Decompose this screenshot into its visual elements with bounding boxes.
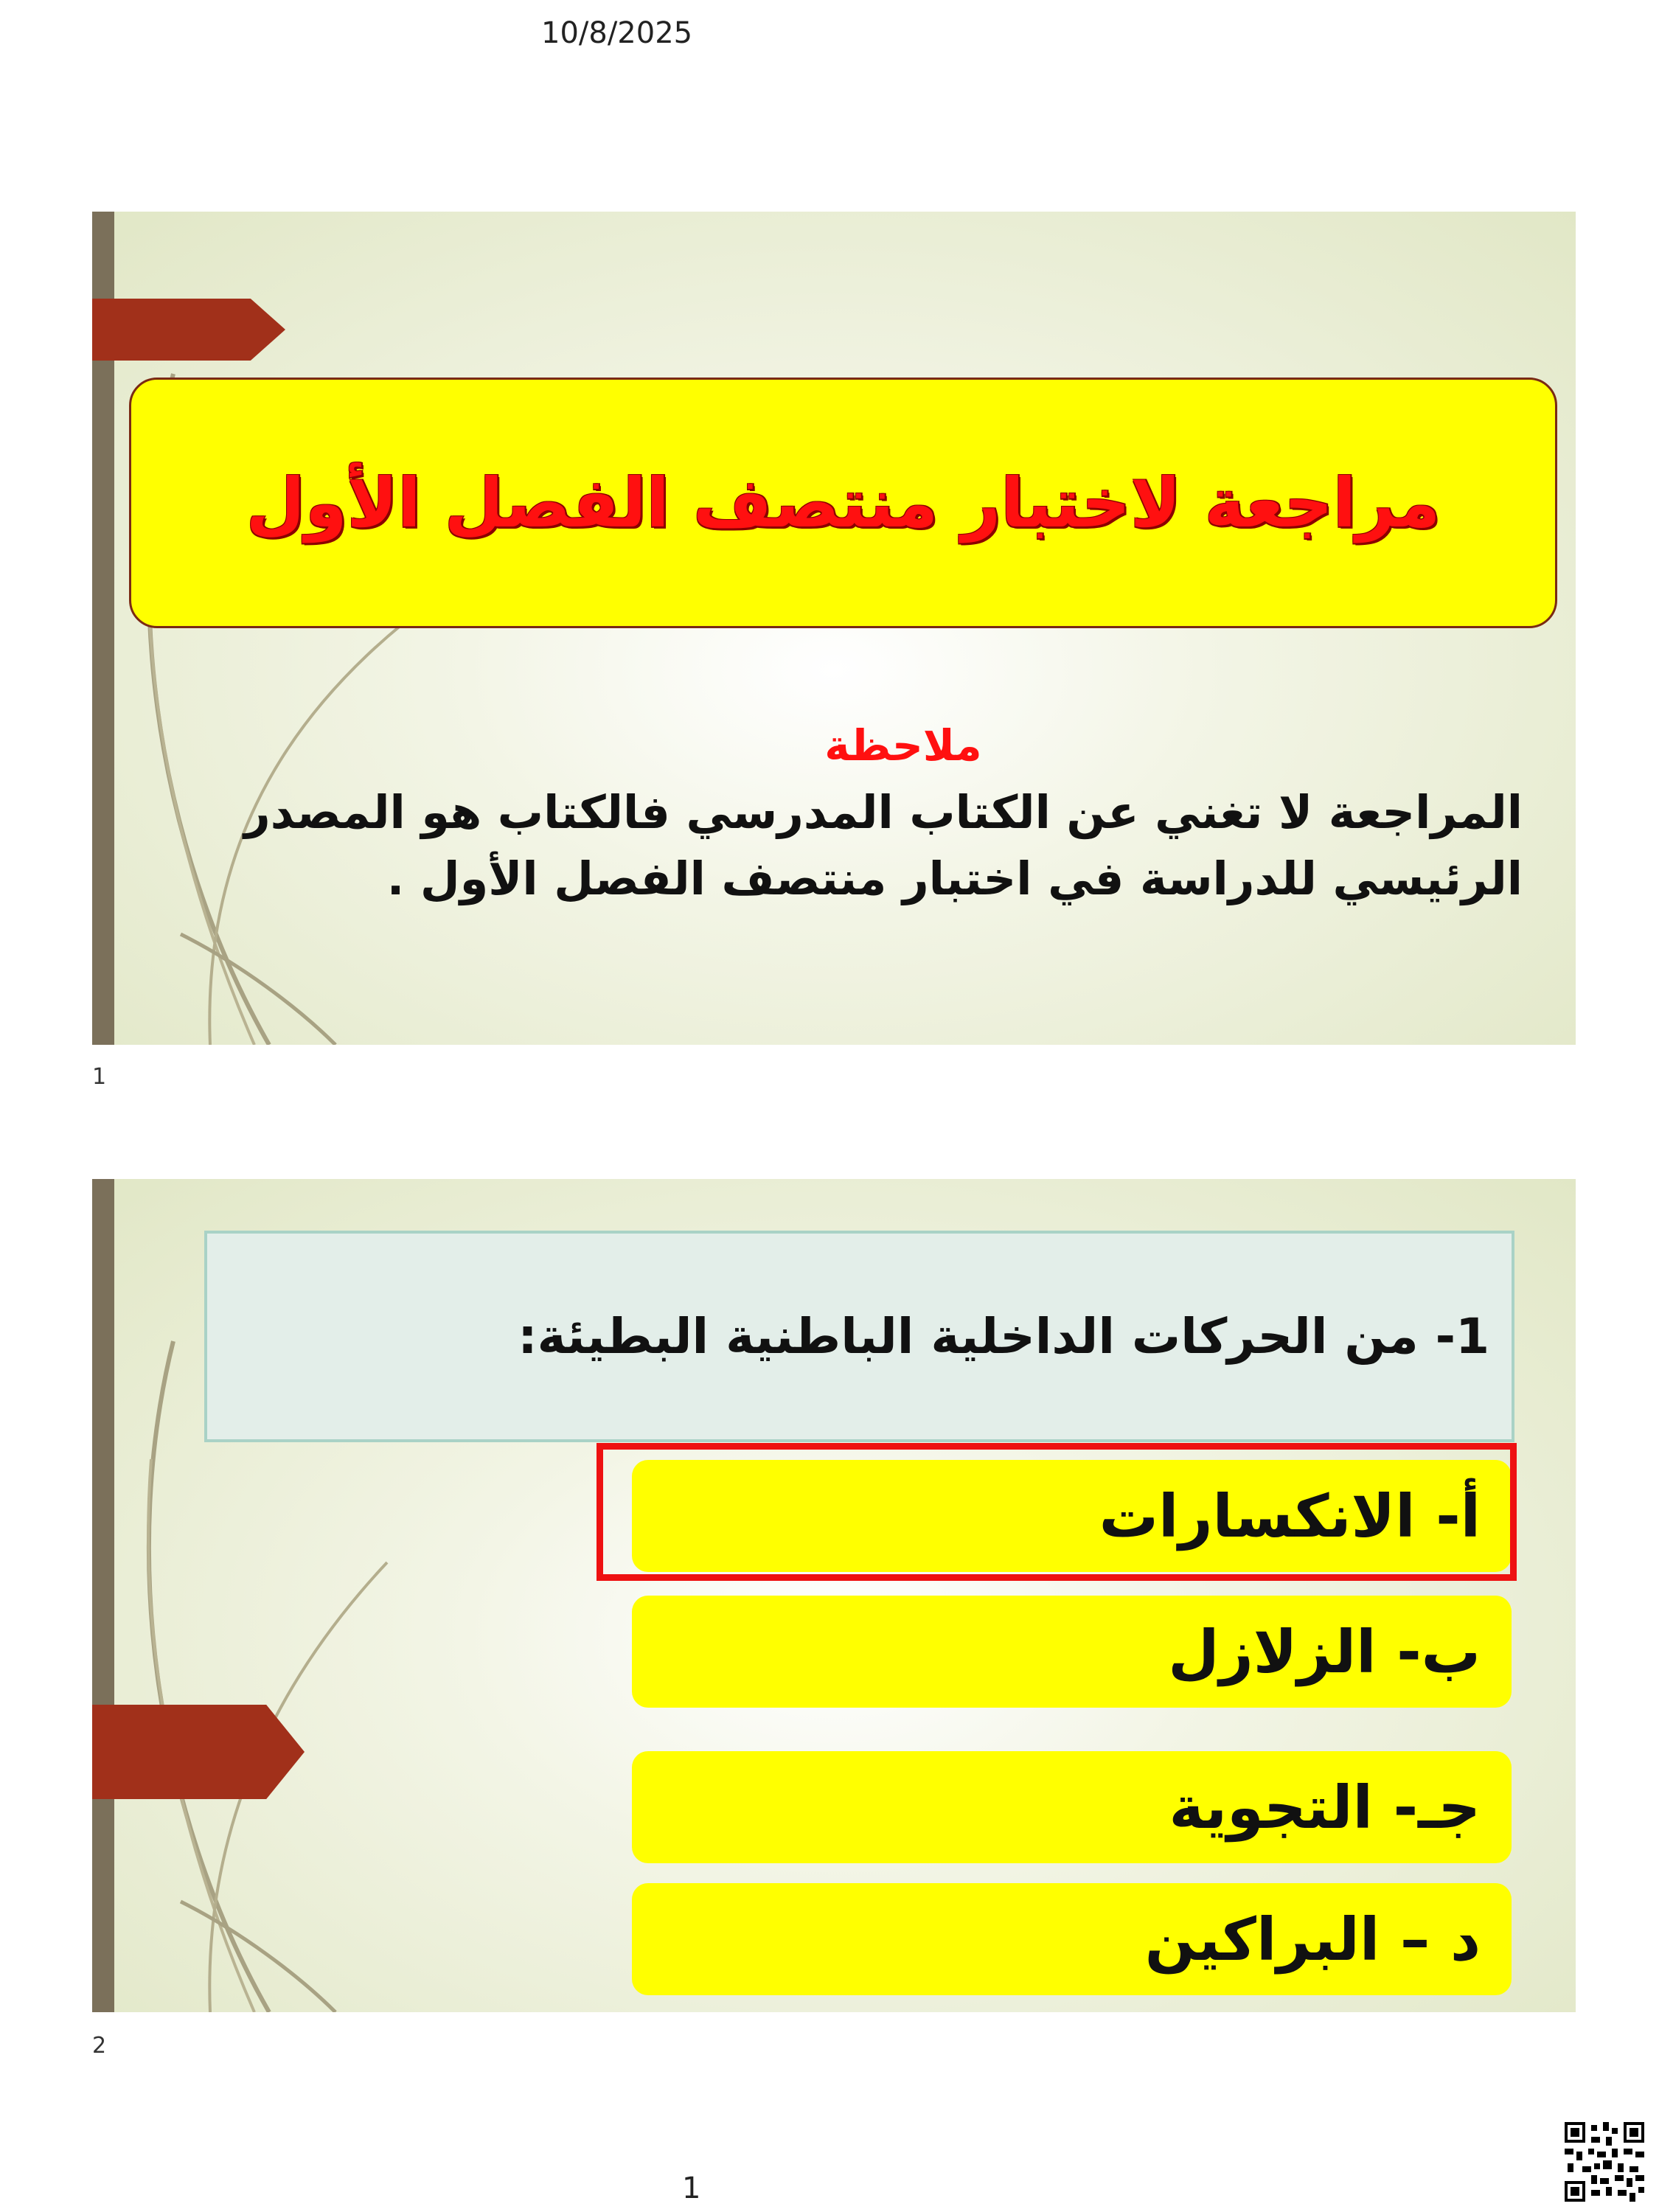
slide-number-2: 2 (92, 2033, 107, 2059)
option-d[interactable] (632, 1883, 1512, 1995)
page-number: 1 (682, 2171, 701, 2205)
note-title: ملاحظة (824, 720, 982, 771)
slide-1 (92, 212, 1576, 1045)
title-box (129, 378, 1557, 628)
note-body: المراجعة لا تغني عن الكتاب المدرسي فالكتاب هو المصدر الرئيسي للدراسة في اختبار منتصف الفصل الأول . (244, 785, 1523, 905)
slide-2 (92, 1179, 1576, 2012)
option-b[interactable] (632, 1596, 1512, 1708)
option-c-label: جـ- التجوية (1169, 1773, 1481, 1842)
ribbon-marker (92, 1705, 305, 1799)
correct-answer-highlight (597, 1443, 1517, 1581)
option-d-label: د – البراكين (1144, 1905, 1481, 1974)
qr-code-icon (1565, 2122, 1644, 2202)
option-a-label: أ- الانكسارات (1099, 1481, 1481, 1551)
option-b-label: ب- الزلازل (1168, 1617, 1481, 1686)
slide-title: مراجعة لاختبار منتصف الفصل الأول (246, 463, 1441, 543)
question-text: 1- من الحركات الداخلية الباطنية البطيئة: (518, 1308, 1489, 1365)
slide-number-1: 1 (92, 1064, 107, 1090)
slide-side-bar (92, 1179, 114, 2012)
option-c[interactable] (632, 1751, 1512, 1863)
question-box (204, 1231, 1514, 1442)
header-date: 10/8/2025 (541, 16, 693, 50)
ribbon-marker (92, 299, 285, 361)
